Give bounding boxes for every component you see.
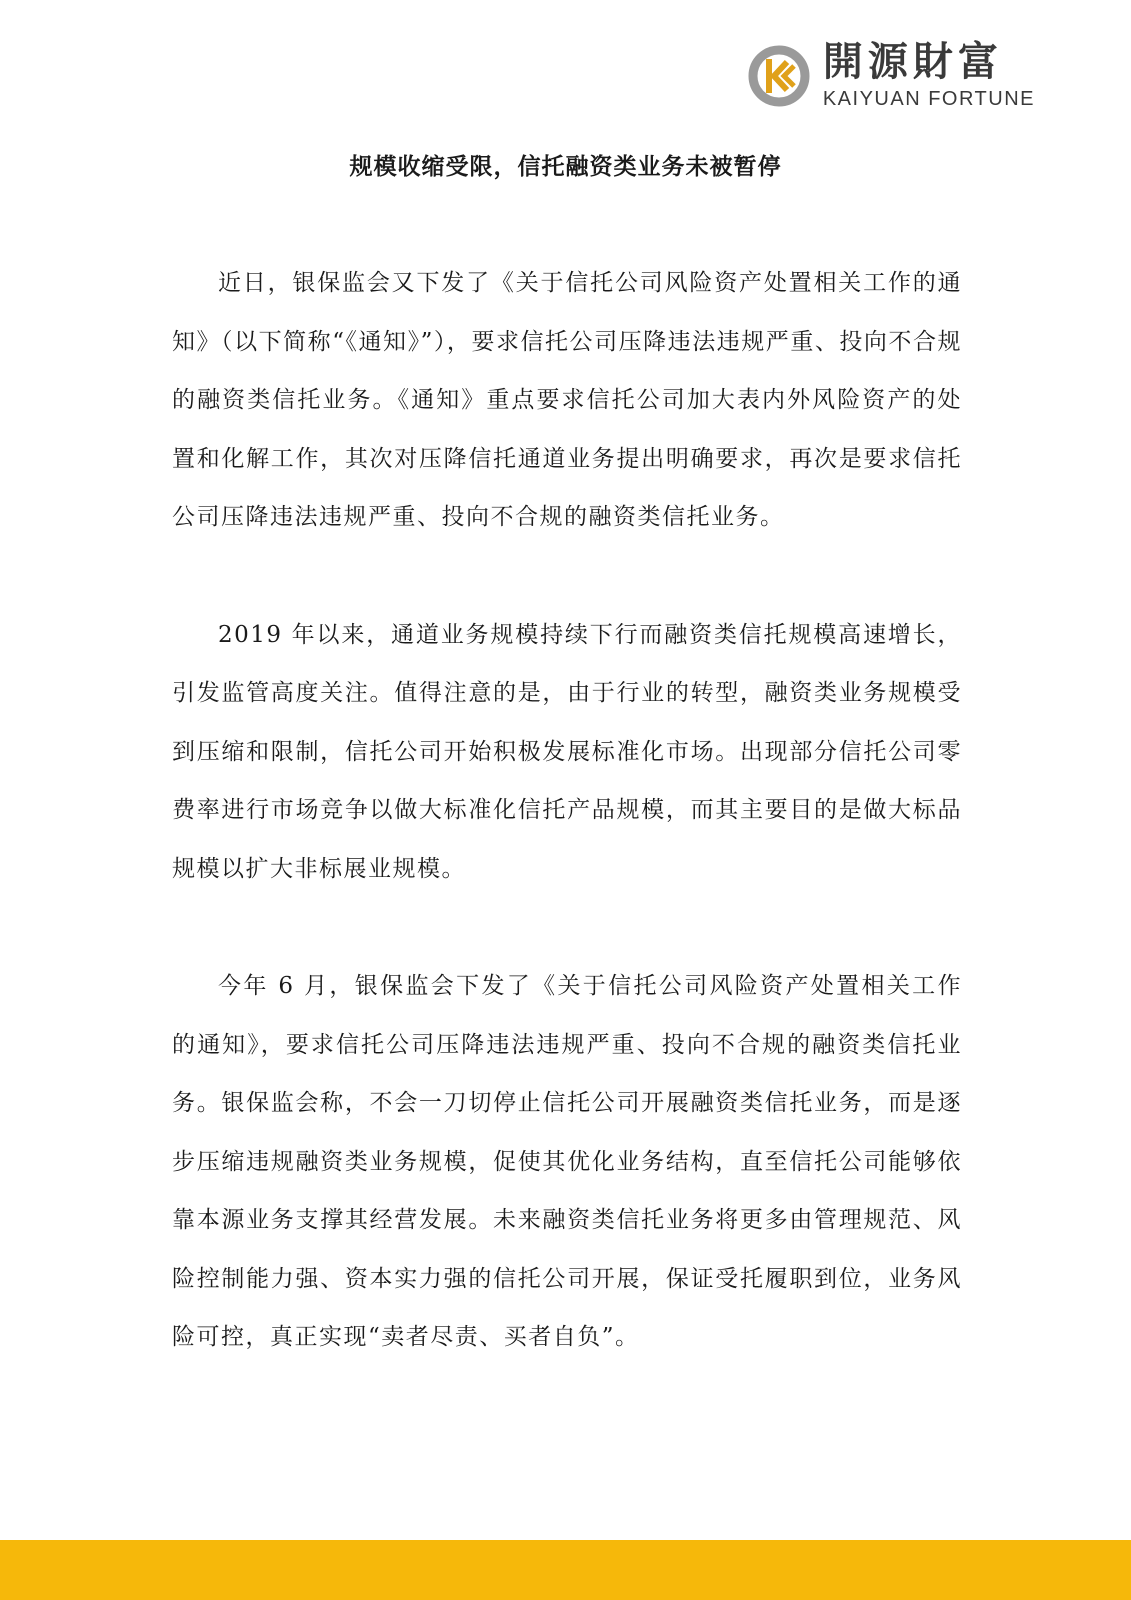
paragraph: 今年 6 月，银保监会下发了《关于信托公司风险资产处置相关工作的通知》，要求信托公司压降违法违规严重、投向不合规的融资类信托业务。银保监会称，不会一刀切停止信托公司开展融资类信托业务，而是逐步压缩违规融资类业务规模，促使其优化业务结构，直至信托公司能够依靠本源业务支撑其经营发展。未来融资类信托业务将更多由管理规范、风险控制能力强、资本实力强的信托公司开展，保证受托履职到位，业务风险可控，真正实现“卖者尽责、买者自负”。 xyxy=(172,973,962,1350)
brand-name-cn: 開源財富 xyxy=(822,39,1003,85)
paragraph: 近日，银保监会又下发了《关于信托公司风险资产处置相关工作的通知》（以下简称“《通知》”），要求信托公司压降违法违规严重、投向不合规的融资类信托业务。《通知》重点要求信托公司加大表内外风险资产的处置和化解工作，其次对压降信托通道业务提出明确要求，再次是要求信托公司压降违法违规严重、投向不合规的融资类信托业务。 xyxy=(172,270,962,530)
kaiyuan-logo-icon xyxy=(747,44,811,108)
brand-wordmark xyxy=(823,40,1035,112)
brand-name-en: KAIYUAN FORTUNE xyxy=(822,88,1035,110)
document-title: 规模收缩受限，信托融资类业务未被暂停 xyxy=(349,154,782,180)
brand-logo xyxy=(747,40,1035,112)
paragraph: 2019 年以来，通道业务规模持续下行而融资类信托规模高速增长，引发监管高度关注。值得注意的是，由于行业的转型，融资类业务规模受到压缩和限制，信托公司开始积极发展标准化市场。出现部分信托公司零费率进行市场竞争以做大标准化信托产品规模，而其主要目的是做大标品规模以扩大非标展业规模。 xyxy=(172,621,962,882)
footer-bar xyxy=(0,1540,1131,1600)
document-body xyxy=(172,254,962,1426)
